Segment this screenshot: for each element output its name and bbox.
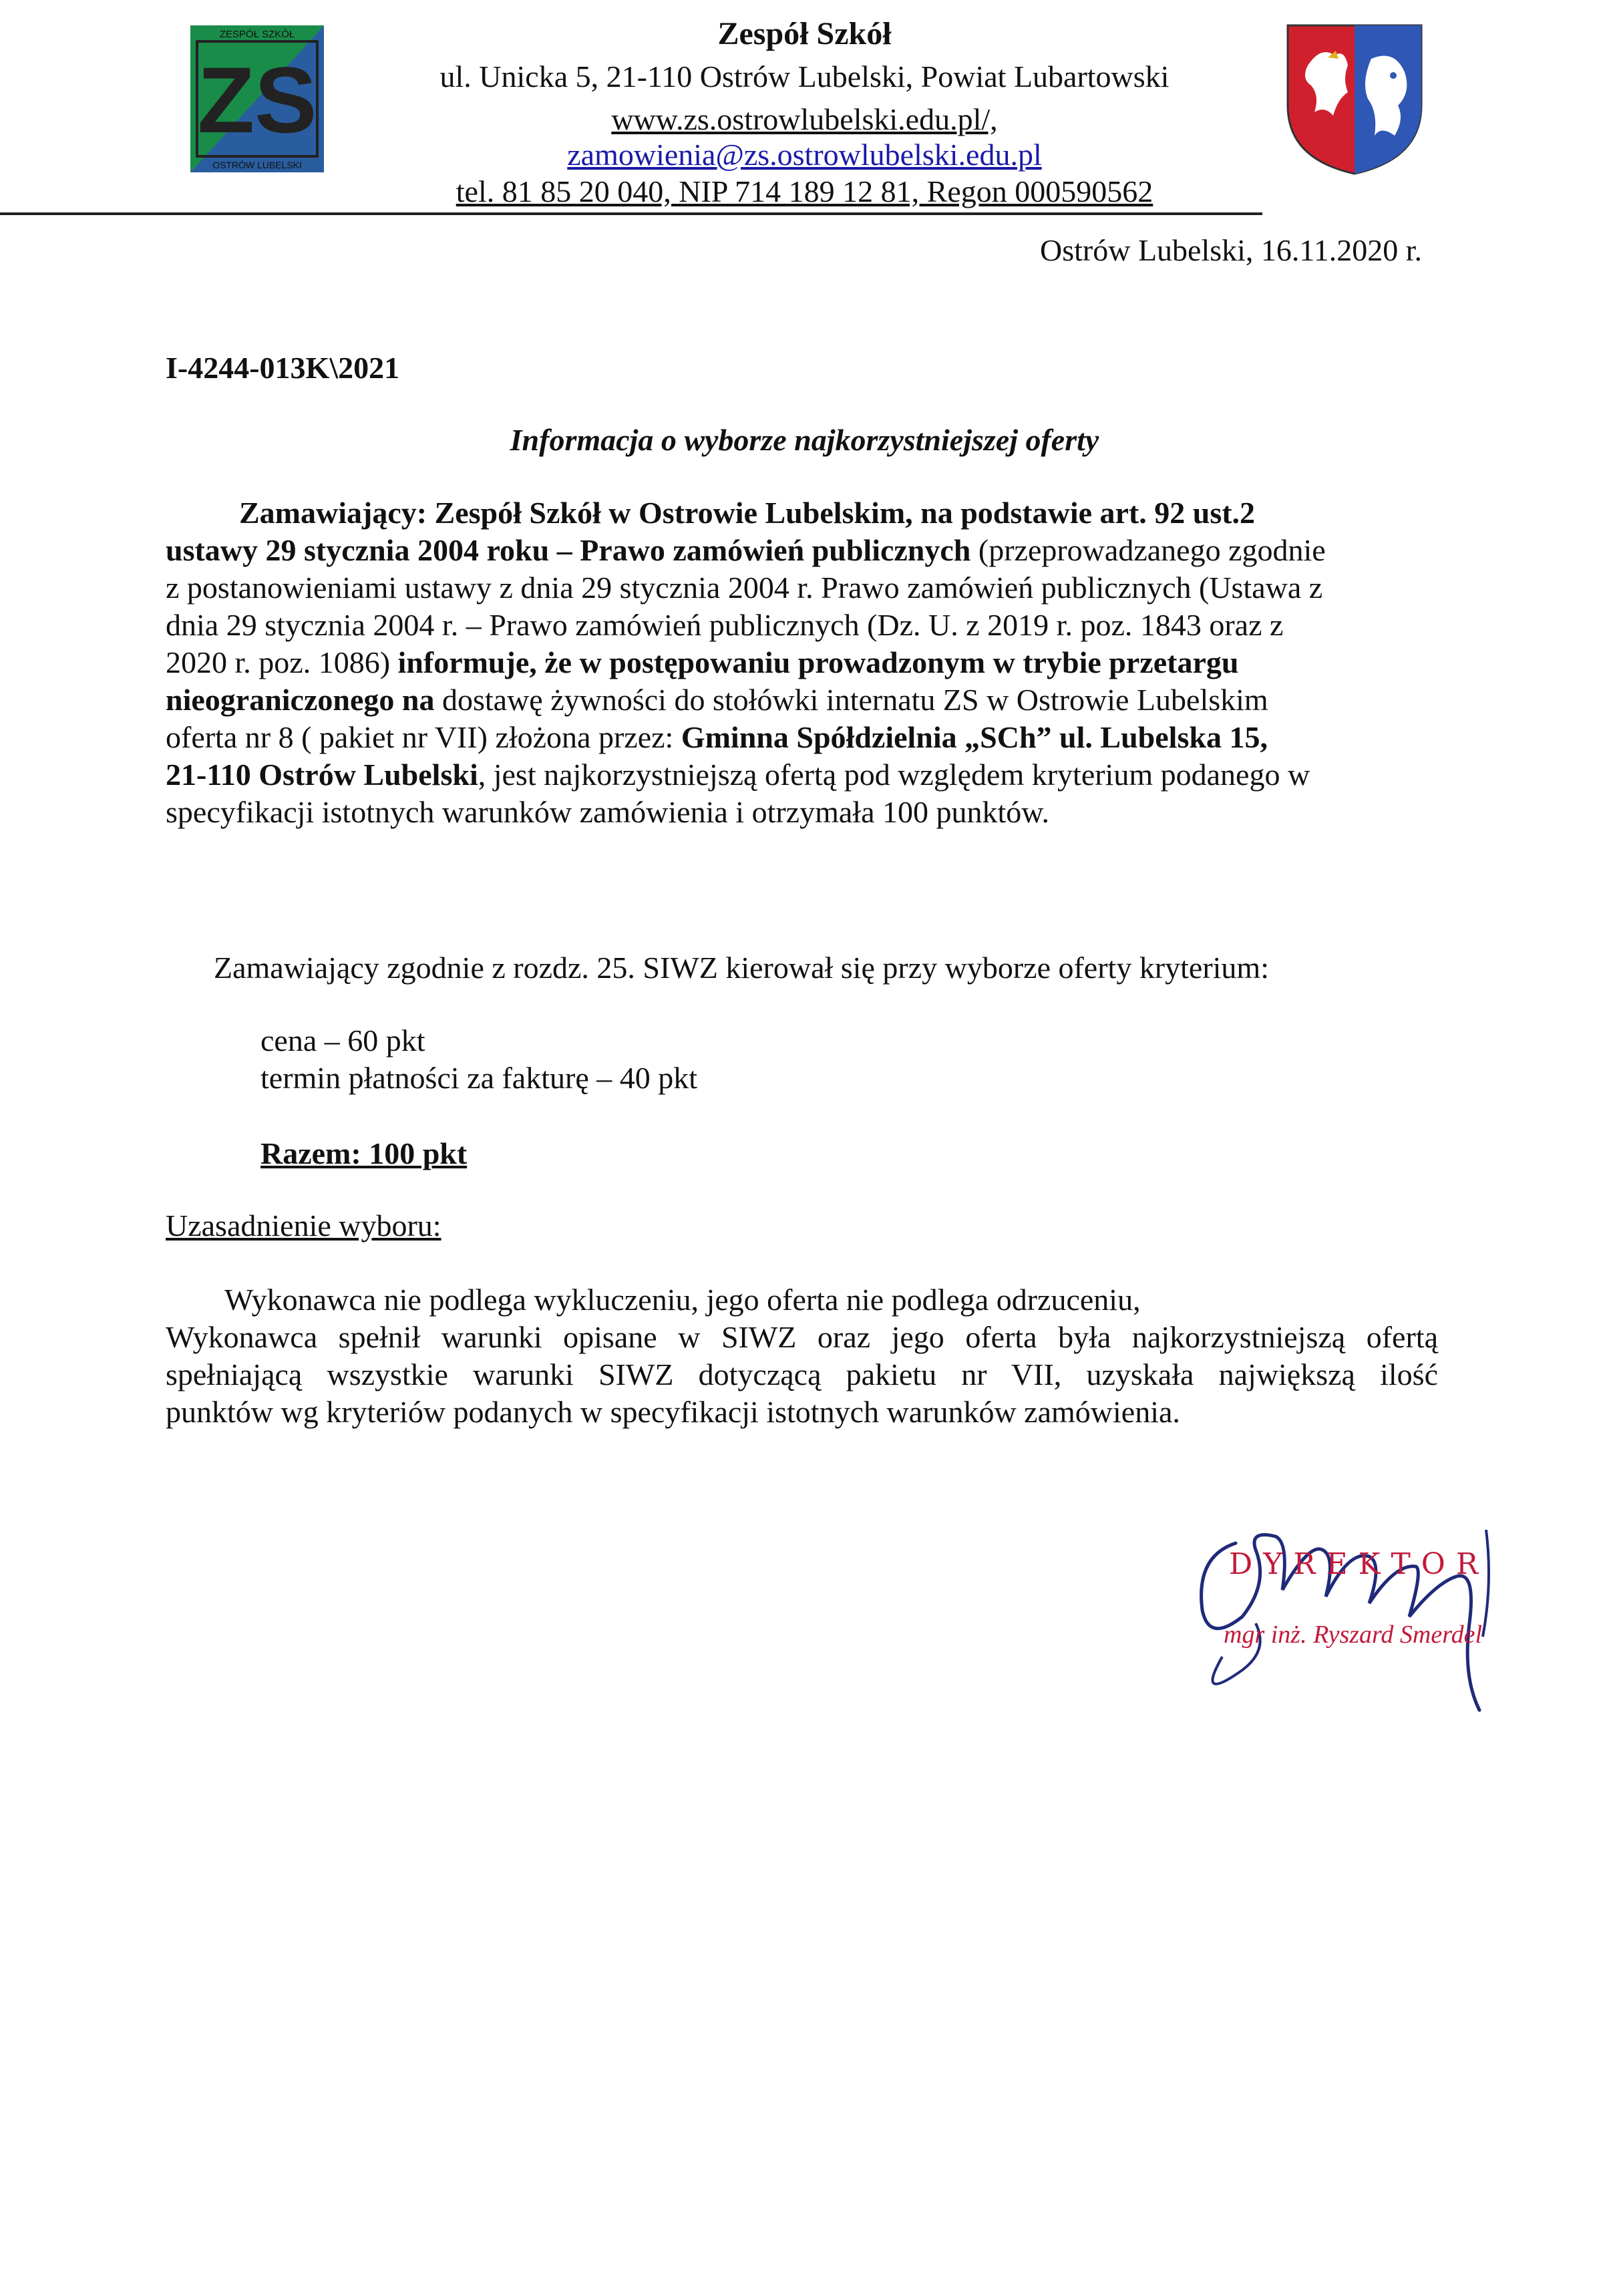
logo-text-bottom: OSTRÓW LUBELSKI [212, 160, 302, 170]
main-line-4: dnia 29 stycznia 2004 r. – Prawo zamówień publicznych (Dz. U. z 2019 r. poz. 1843 oraz z [166, 608, 1284, 642]
school-email-link[interactable]: zamowienia@zs.ostrowlubelski.edu.pl [567, 138, 1042, 172]
coat-of-arms-icon [1281, 19, 1428, 179]
school-contact: tel. 81 85 20 040, NIP 714 189 12 81, Regon 000590562 [456, 174, 1153, 208]
signature-name: mgr inż. Ryszard Smerdel [1224, 1621, 1483, 1649]
main-line-6: nieograniczonego na dostawę żywności do stołówki internatu ZS w Ostrowie Lubelskim [166, 683, 1268, 717]
school-address: ul. Unicka 5, 21-110 Ostrów Lubelski, Powiat Lubartowski [439, 59, 1170, 94]
justification-line-4: punktów wg kryteriów podanych w specyfikacji istotnych warunków zamówienia. [166, 1395, 1180, 1429]
logo-text-top: ZESPÓŁ SZKÓŁ [219, 29, 295, 40]
criteria-item-payment-term: termin płatności za fakturę – 40 pkt [260, 1061, 698, 1095]
main-line-8: 21-110 Ostrów Lubelski, jest najkorzystniejszą ofertą pod względem kryterium podanego w [166, 758, 1310, 792]
main-paragraph [166, 494, 1438, 831]
justification-line-3: spełniającą wszystkie warunki SIWZ dotyczącą pakietu nr VII, uzyskała największą ilość [166, 1357, 1438, 1391]
criteria-total: Razem: 100 pkt [260, 1136, 468, 1170]
justification-line-2: Wykonawca spełnił warunki opisane w SIWZ oraz jego oferta była najkorzystniejszą ofertą [166, 1320, 1438, 1354]
main-line-9: specyfikacji istotnych warunków zamówienia i otrzymała 100 punktów. [166, 795, 1049, 829]
criteria-item-price: cena – 60 pkt [260, 1023, 425, 1057]
logo-monogram: ZS [197, 47, 317, 152]
criteria-list [260, 1022, 697, 1097]
reference-number: I-4244-013K\2021 [166, 351, 400, 385]
main-line-5: 2020 r. poz. 1086) informuje, że w postępowaniu prowadzonym w trybie przetargu [166, 645, 1239, 679]
school-website-link[interactable]: www.zs.ostrowlubelski.edu.pl/, [611, 102, 998, 136]
header-divider [0, 212, 1262, 215]
main-line-2: ustawy 29 stycznia 2004 roku – Prawo zamówień publicznych (przeprowadzanego zgodnie [166, 533, 1326, 567]
signature-title: DYREKTOR [1229, 1547, 1489, 1581]
justification-label: Uzasadnienie wyboru: [166, 1208, 441, 1243]
main-line-3: z postanowieniami ustawy z dnia 29 stycznia 2004 r. Prawo zamówień publicznych (Ustawa z [166, 570, 1323, 605]
handwritten-signature [1155, 1503, 1496, 1724]
document-title: Informacja o wyborze najkorzystniejszej oferty [510, 423, 1099, 457]
justification-paragraph [166, 1281, 1438, 1431]
main-line-7: oferta nr 8 ( pakiet nr VII) złożona przez: Gminna Spółdzielnia „SCh” ul. Lubelska 15, [166, 720, 1268, 754]
document-date: Ostrów Lubelski, 16.11.2020 r. [1040, 233, 1422, 267]
criteria-intro: Zamawiający zgodnie z rozdz. 25. SIWZ kierował się przy wyborze oferty kryterium: [214, 951, 1269, 985]
justification-line-1: Wykonawca nie podlega wykluczeniu, jego oferta nie podlega odrzuceniu, [224, 1283, 1141, 1317]
main-line-1: Zamawiający: Zespół Szkół w Ostrowie Lubelskim, na podstawie art. 92 ust.2 [239, 496, 1256, 530]
school-name: Zespół Szkół [717, 16, 892, 51]
